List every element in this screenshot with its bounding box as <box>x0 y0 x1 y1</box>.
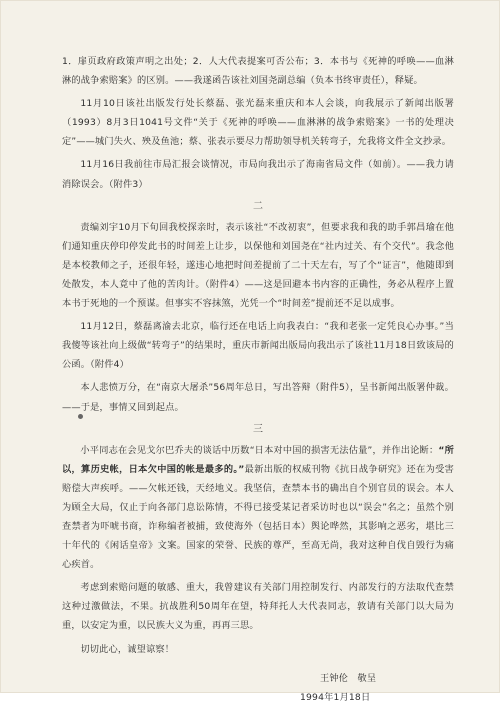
paragraph-7 <box>62 441 454 575</box>
signature-date: 1994年1月18日 <box>300 691 371 703</box>
document-body <box>62 52 454 707</box>
section-heading-3: 三 <box>253 423 263 435</box>
section-heading-2: 二 <box>253 200 263 212</box>
closing-line: 切切此心，诚望谅察！ <box>80 643 175 655</box>
paragraph-3: 11月16日我前往市局汇报会谈情况，市局向我出示了海南省局文件（如前）。——我力请消除误会。（附件3） <box>62 159 454 190</box>
paragraph-4: 责编刘宇10月下旬回我校探亲时，表示该社“不改初衷”，但要求我和我的助手郭昌瑜在他们通知重庆停印停发此书的时间差上让步，以保他和刘国尧在“社内过关、有个交代”。我念他是本校教师之子，还很年轻，遂违心地把时间差提前了二十天左右，写了个“证言”，他随即到处散发，本人竟中了他的苦肉计。（附件4）——这是回避本书内容的正确性，务必从程序上置本书于死地的一个预谋。但事实不容抹煞，光凭一个“时间差”提前还不足以成事。 <box>62 221 454 310</box>
ink-spot-icon <box>78 414 83 419</box>
paragraph-5: 11月12日，蔡磊离渝去北京，临行还在电话上向我表白：“我和老张一定凭良心办事。”当我傻等该社向上级做“转弯子”的结果时，重庆市新闻出版局向我出示了该社11月18日致该局的公函。（附件4） <box>62 321 454 371</box>
signature: 王钟伦 敬呈 <box>320 672 377 684</box>
paragraph-7-text-b: 最新出版的权威刊物《抗日战争研究》还在为受害赔偿大声疾呼。——欠帐还钱，天经地义。我坚信，查禁本书的确出自个别官员的误会。本人为顾全大局，仅止于向各部门息讼陈情，不得已接受某记者采访时也以“误会”名之；虽然个别查禁者为吓唬书商，诈称编者被捕，致使海外（包括日本）舆论哗然，其影响之恶劣，堪比三十年代的《闲话皇帝》文案。国家的荣誉、民族的尊严，至高无尚，我对这种自伐自毁行为痛心疾首。 <box>62 463 454 571</box>
paragraph-1: 1．扉页政府政策声明之出处；2．人大代表提案可否公布；3．本书与《死神的呼唤——血淋淋的战争索赔案》的区别。——我遂函告该社刘国尧副总编（负本书终审责任），释疑。 <box>62 56 454 87</box>
paragraph-7-text-a: 小平同志在会见戈尔巴乔夫的谈话中历数“日本对中国的损害无法估量”，并作出论断： <box>80 444 439 456</box>
paragraph-6: 本人悲愤万分，在“南京大屠杀”56周年总日，写出答辩（附件5），呈书新闻出版署仲裁。——于是，事情又回到起点。 <box>62 382 454 413</box>
deng-quote: “所以，算历史帐，日本欠中国的帐是最多的。” <box>62 444 455 475</box>
paragraph-8: 考虑到索赔问题的敏感、重大，我曾建议有关部门用控制发行、内部发行的方法取代查禁这种过激做法，不果。抗战胜利50周年在望，特拜托人大代表同志，敦请有关部门以大局为重，以安定为重，以民族大义为重，再再三思。 <box>62 582 454 632</box>
paragraph-2: 11月10日该社出版发行处长蔡磊、张光磊来重庆和本人会谈，向我展示了新闻出版署（1993）8月3日1041号文件“关于《死神的呼唤——血淋淋的战争索赔案》一书的处理决定”——城门失火、殃及鱼池；蔡、张表示要尽力帮助领导机关转弯子，允我将文件全文抄录。 <box>62 98 454 148</box>
